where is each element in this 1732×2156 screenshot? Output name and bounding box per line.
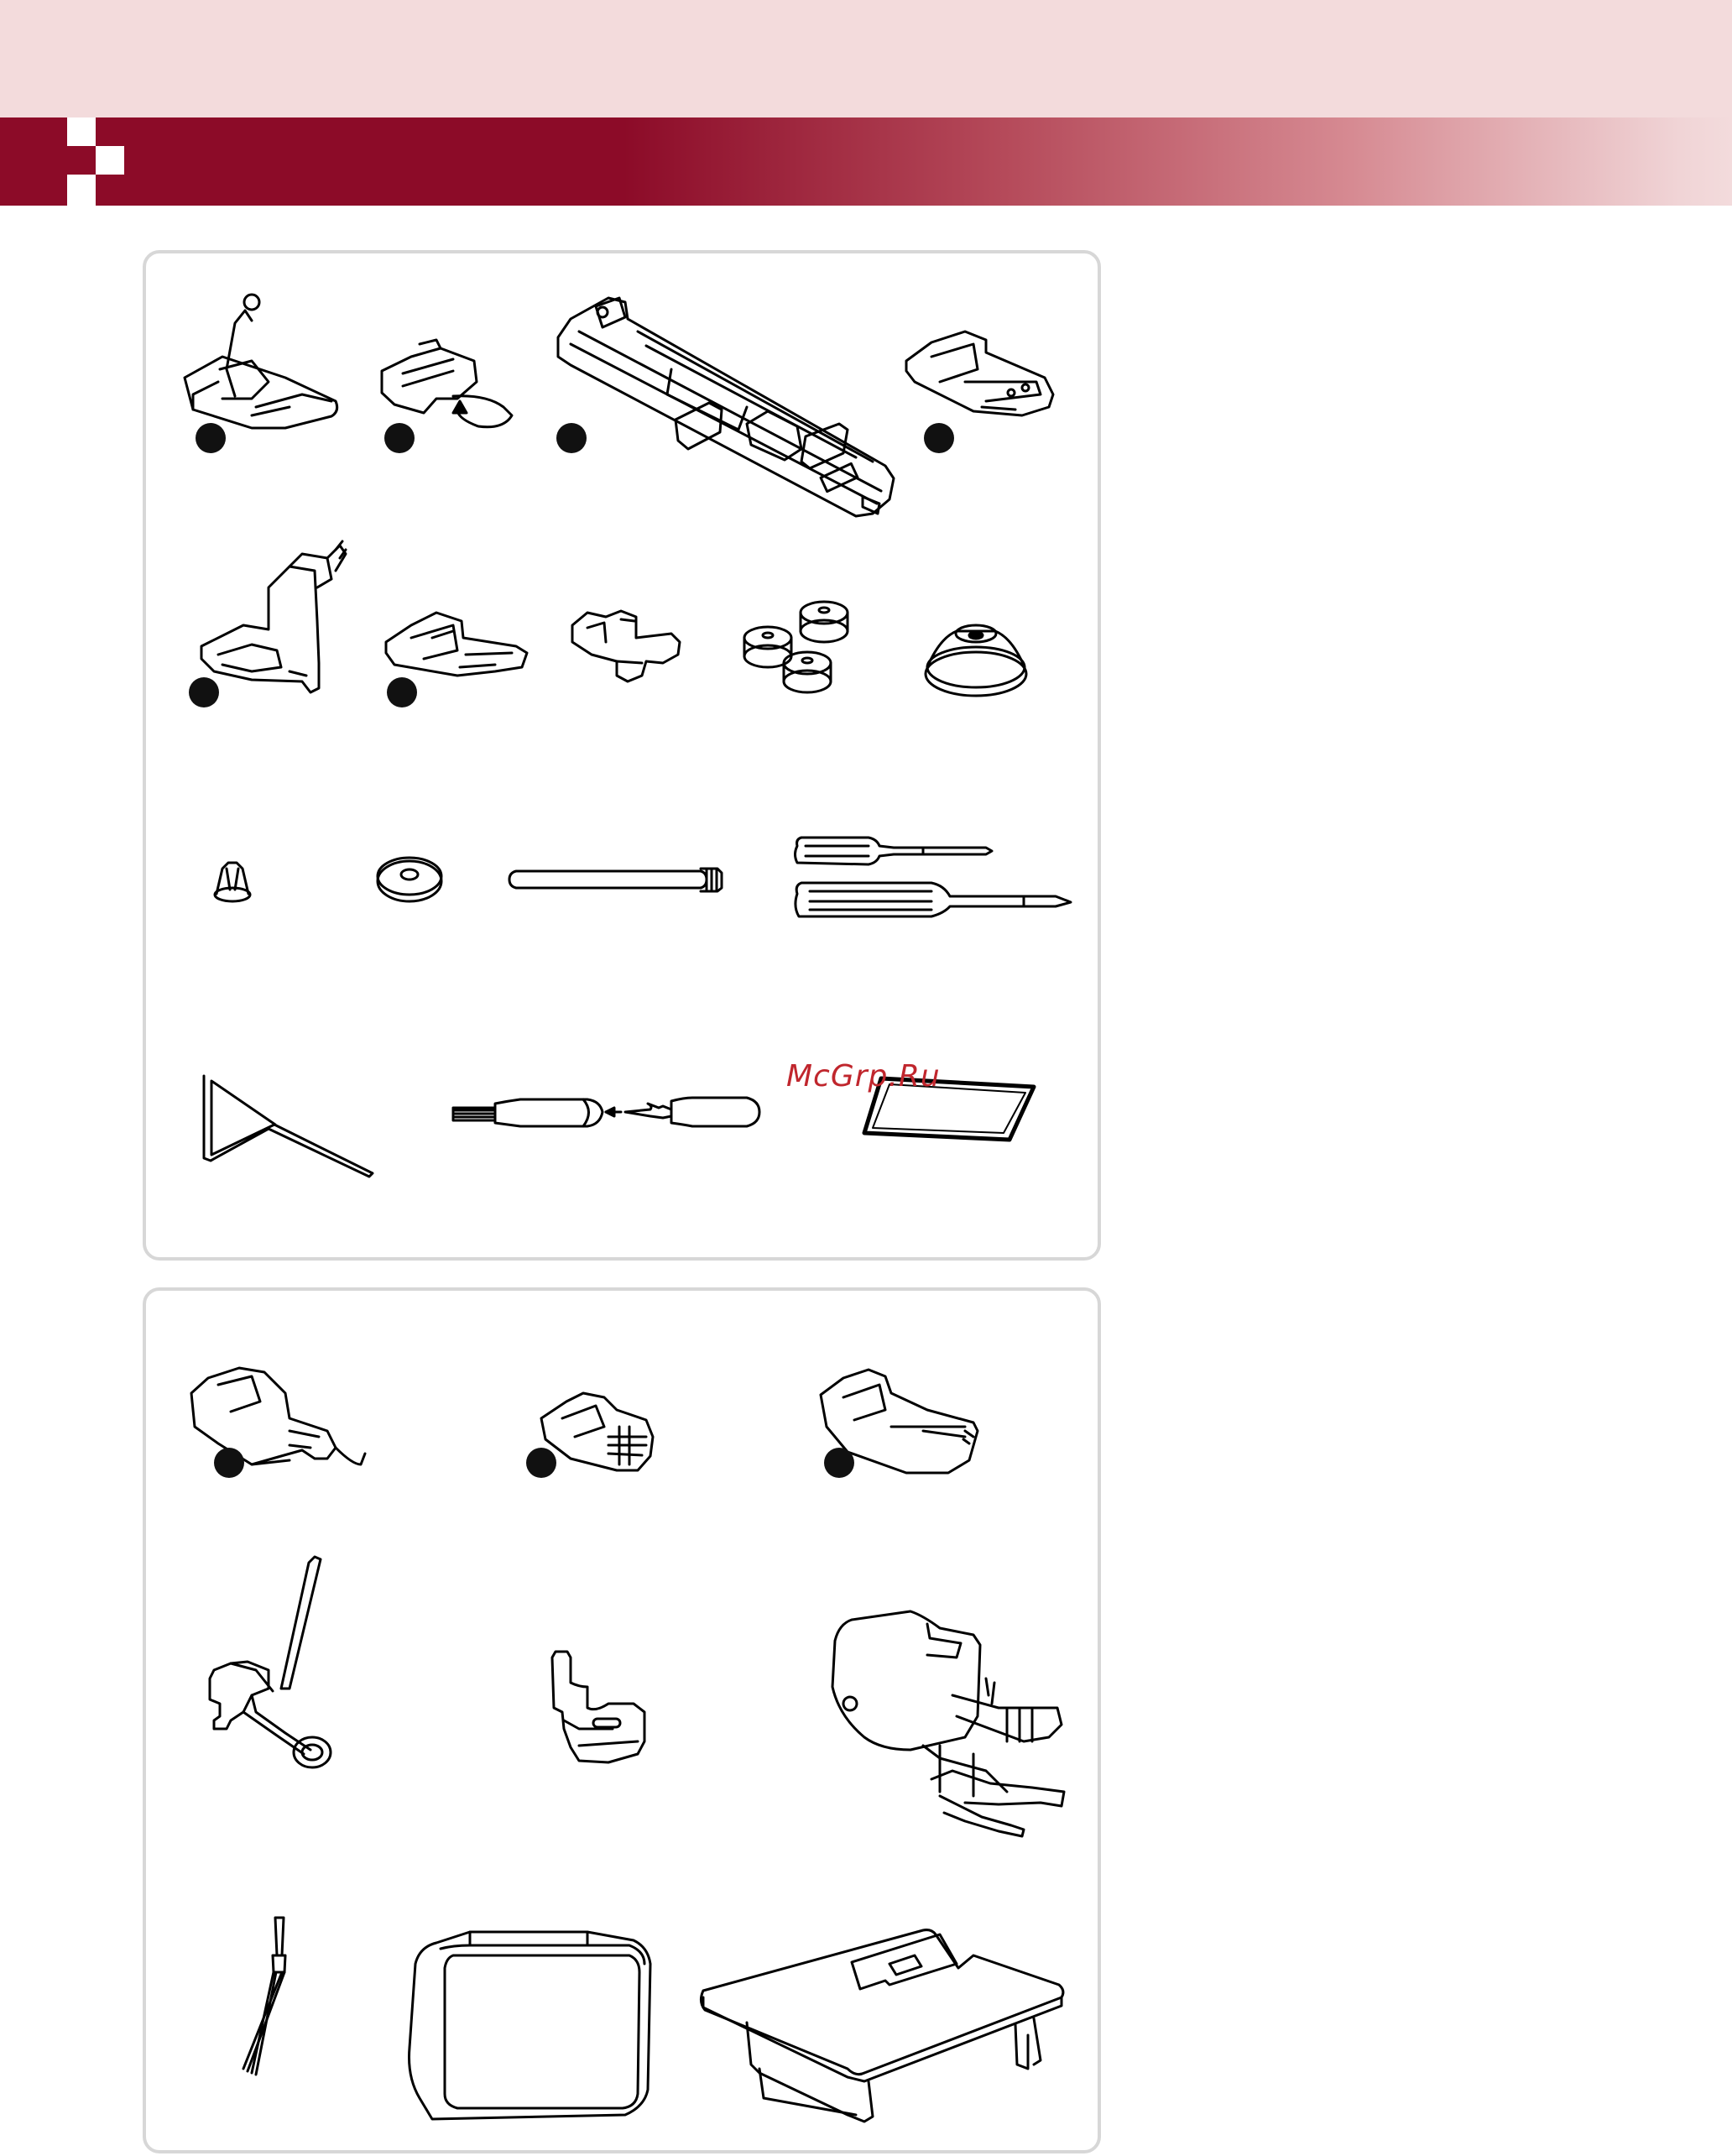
watermark: McGrp.Ru	[786, 1059, 941, 1094]
presser-foot-icon	[906, 331, 1053, 415]
numbered-marker	[387, 677, 417, 707]
presser-foot-icon	[201, 541, 346, 692]
extension-table-icon	[701, 1930, 1062, 2122]
numbered-marker	[526, 1448, 556, 1478]
spool-holder-icon	[215, 863, 250, 901]
numbered-marker	[189, 677, 219, 707]
dust-cover-icon	[410, 1932, 651, 2119]
spool-pin-icon	[509, 869, 722, 891]
quilting-guide-icon	[204, 1076, 373, 1177]
bobbin-icon	[744, 602, 848, 692]
button-foot-icon	[572, 611, 680, 681]
presser-foot-icon	[382, 340, 512, 427]
numbered-marker	[556, 423, 587, 453]
felt-washer-icon	[378, 858, 441, 901]
buttonhole-foot-icon	[558, 298, 894, 516]
screwdriver-icon	[796, 838, 1072, 916]
walking-foot-icon	[832, 1611, 1064, 1836]
presser-foot-icon	[191, 1368, 365, 1464]
numbered-marker	[824, 1448, 854, 1478]
brush-seam-ripper-icon	[453, 1098, 759, 1126]
numbered-marker	[924, 423, 954, 453]
numbered-marker	[196, 423, 226, 453]
spool-cap-icon	[926, 625, 1026, 696]
numbered-marker	[214, 1448, 244, 1478]
twin-needle-icon	[243, 1918, 285, 2075]
cording-foot-icon	[552, 1652, 644, 1762]
darning-foot-icon	[210, 1557, 331, 1767]
numbered-marker	[384, 423, 415, 453]
presser-foot-icon	[541, 1393, 653, 1470]
presser-foot-icon	[185, 295, 337, 428]
presser-foot-icon	[386, 613, 527, 676]
